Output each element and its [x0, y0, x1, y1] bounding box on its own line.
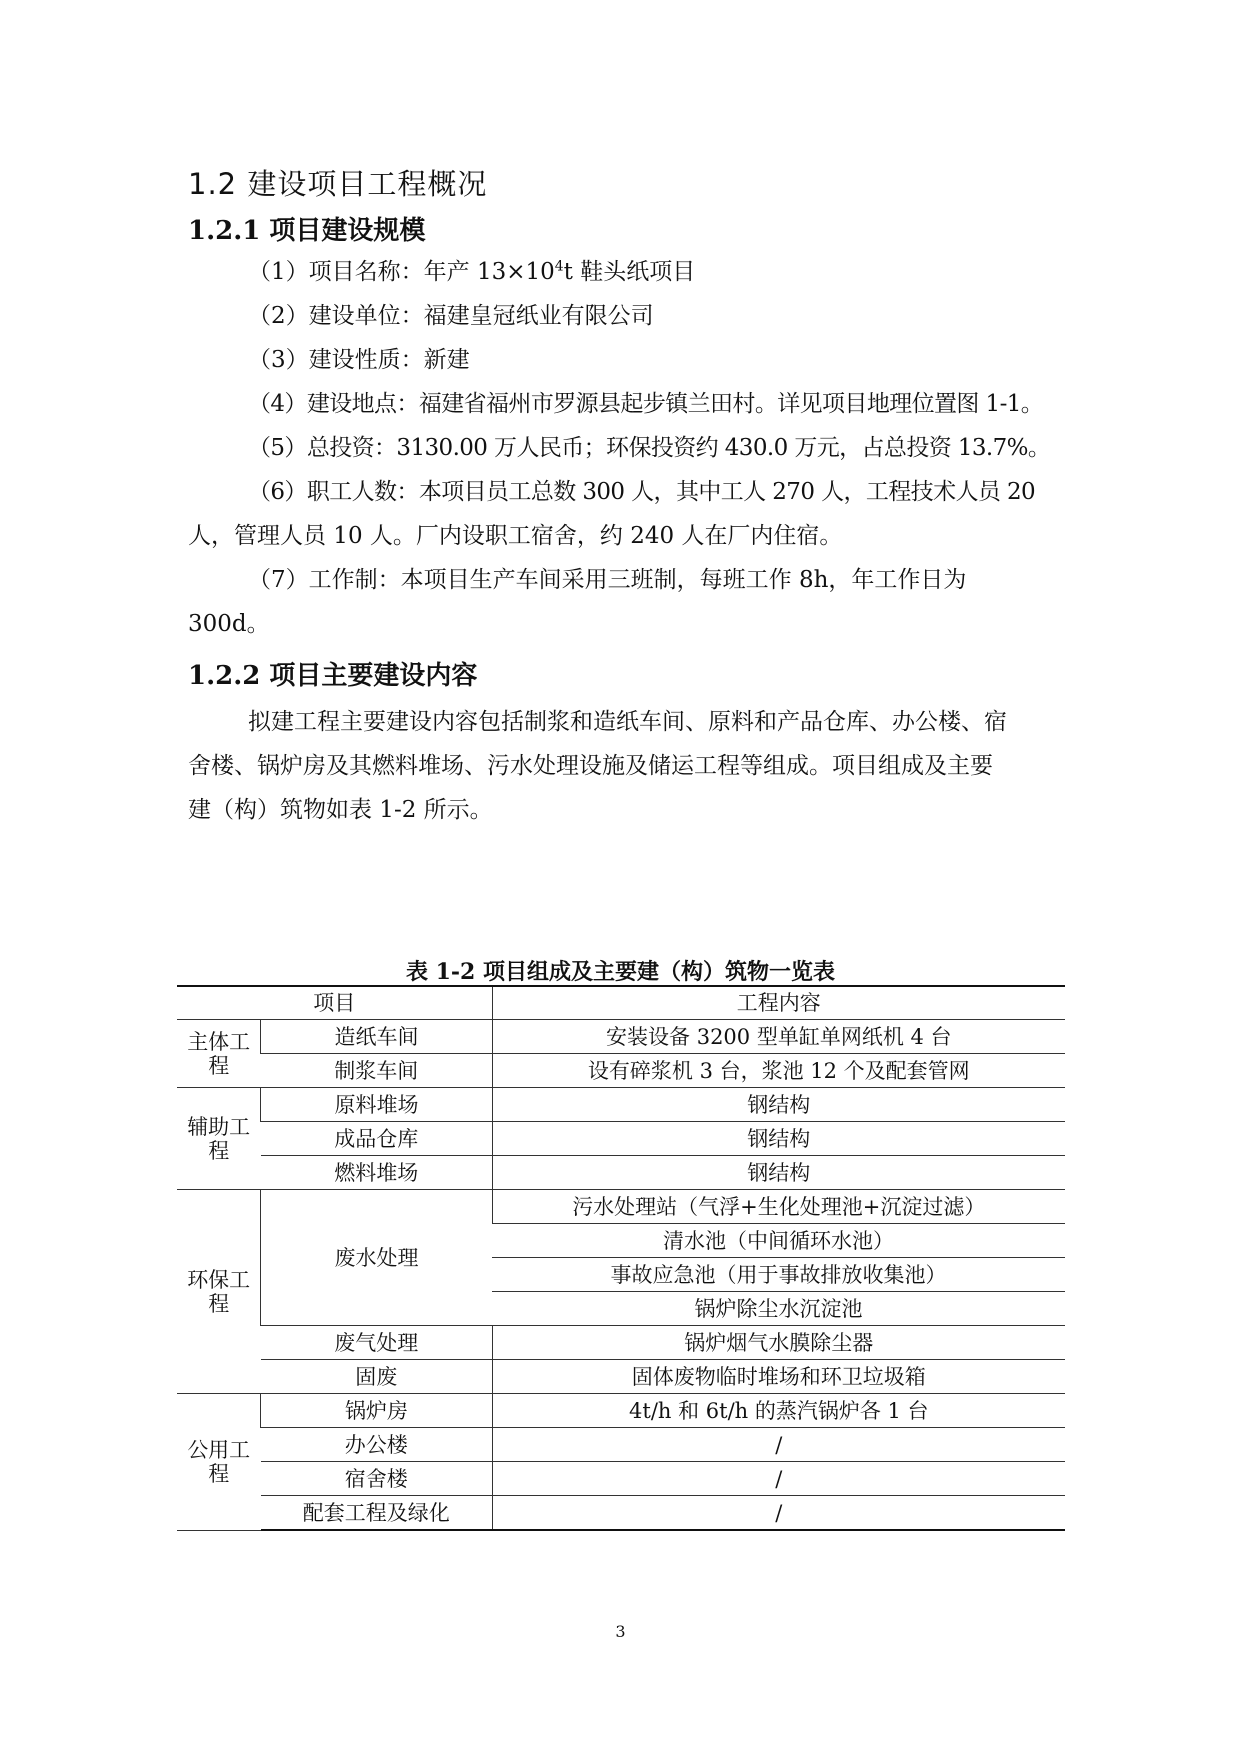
sub-item-cell: 废气处理: [261, 1326, 492, 1360]
content-cell: 钢结构: [492, 1122, 1065, 1156]
item-total-investment: （5）总投资：3130.00 万人民币；环保投资约 430.0 万元，占总投资 13.7%。: [248, 435, 1051, 461]
header-item: 项目: [177, 986, 492, 1020]
paragraph-line: 舍楼、锅炉房及其燃料堆场、污水处理设施及储运工程等组成。项目组成及主要: [188, 753, 993, 779]
project-composition-table: [177, 985, 1065, 1531]
sub-item-cell: 成品仓库: [261, 1122, 492, 1156]
sub-item-cell: 废水处理: [261, 1190, 492, 1326]
content-cell: 钢结构: [492, 1088, 1065, 1122]
content-cell: 4t/h 和 6t/h 的蒸汽锅炉各 1 台: [492, 1394, 1065, 1428]
item-staff-count-cont: 人，管理人员 10 人。厂内设职工宿舍，约 240 人在厂内住宿。: [188, 523, 843, 549]
content-cell: 锅炉烟气水膜除尘器: [492, 1326, 1065, 1360]
table-row: [177, 1496, 1065, 1531]
section-title: 1.2 建设项目工程概况: [188, 167, 488, 201]
content-cell: 安装设备 3200 型单缸单网纸机 4 台: [492, 1020, 1065, 1054]
sub-item-cell: 制浆车间: [261, 1054, 492, 1088]
table-row: [177, 1360, 1065, 1394]
item-project-name: （1）项目名称：年产 $13\times 10^4t$ 鞋头纸项目: [248, 258, 696, 285]
table-row: [177, 1054, 1065, 1088]
category-cell: 公用工 程: [177, 1394, 261, 1531]
paragraph-line: 拟建工程主要建设内容包括制浆和造纸车间、原料和产品仓库、办公楼、宿: [248, 709, 1007, 735]
content-cell: 清水池（中间循环水池）: [492, 1224, 1065, 1258]
item-work-system-cont: 300d。: [188, 611, 270, 637]
item-work-system: （7）工作制：本项目生产车间采用三班制，每班工作 8h，年工作日为: [248, 567, 967, 593]
table-row: [177, 1122, 1065, 1156]
content-cell: 固体废物临时堆场和环卫垃圾箱: [492, 1360, 1065, 1394]
sub-item-cell: 造纸车间: [261, 1020, 492, 1054]
sub-item-cell: 原料堆场: [261, 1088, 492, 1122]
table-row: [177, 1462, 1065, 1496]
content-cell: /: [492, 1428, 1065, 1462]
table-row: [177, 1088, 1065, 1122]
table-row: [177, 1394, 1065, 1428]
table-row: [177, 1020, 1065, 1054]
content-cell: 事故应急池（用于事故排放收集池）: [492, 1258, 1065, 1292]
sub-item-cell: 固废: [261, 1360, 492, 1394]
table-row: [177, 1156, 1065, 1190]
paragraph-line: 建（构）筑物如表 1-2 所示。: [188, 797, 493, 823]
sub-item-cell: 燃料堆场: [261, 1156, 492, 1190]
table-caption: 表 1-2 项目组成及主要建（构）筑物一览表: [405, 959, 836, 985]
table-row: [177, 1428, 1065, 1462]
item-construction-nature: （3）建设性质：新建: [248, 347, 470, 373]
content-cell: 设有碎浆机 3 台，浆池 12 个及配套管网: [492, 1054, 1065, 1088]
content-cell: /: [492, 1496, 1065, 1531]
sub-item-cell: 配套工程及绿化: [261, 1496, 492, 1531]
table-row: [177, 1326, 1065, 1360]
category-cell: 辅助工 程: [177, 1088, 261, 1190]
content-cell: 钢结构: [492, 1156, 1065, 1190]
content-cell: 污水处理站（气浮+生化处理池+沉淀过滤）: [492, 1190, 1065, 1224]
content-cell: /: [492, 1462, 1065, 1496]
sub-item-cell: 办公楼: [261, 1428, 492, 1462]
header-content: 工程内容: [492, 986, 1065, 1020]
item-construction-unit: （2）建设单位：福建皇冠纸业有限公司: [248, 303, 654, 329]
subsection-title-content: 1.2.2 项目主要建设内容: [188, 661, 478, 691]
page-number: 3: [615, 1622, 626, 1641]
subsection-title-scale: 1.2.1 项目建设规模: [188, 216, 426, 246]
category-cell: 主体工 程: [177, 1020, 261, 1088]
category-cell: 环保工 程: [177, 1190, 261, 1394]
table-row: [177, 1190, 1065, 1224]
table-header-row: [177, 986, 1065, 1020]
item-construction-location: （4）建设地点：福建省福州市罗源县起步镇兰田村。详见项目地理位置图 1-1。: [248, 391, 1044, 417]
sub-item-cell: 锅炉房: [261, 1394, 492, 1428]
content-cell: 锅炉除尘水沉淀池: [492, 1292, 1065, 1326]
item-staff-count: （6）职工人数：本项目员工总数 300 人，其中工人 270 人，工程技术人员 20: [248, 479, 1036, 505]
sub-item-cell: 宿舍楼: [261, 1462, 492, 1496]
